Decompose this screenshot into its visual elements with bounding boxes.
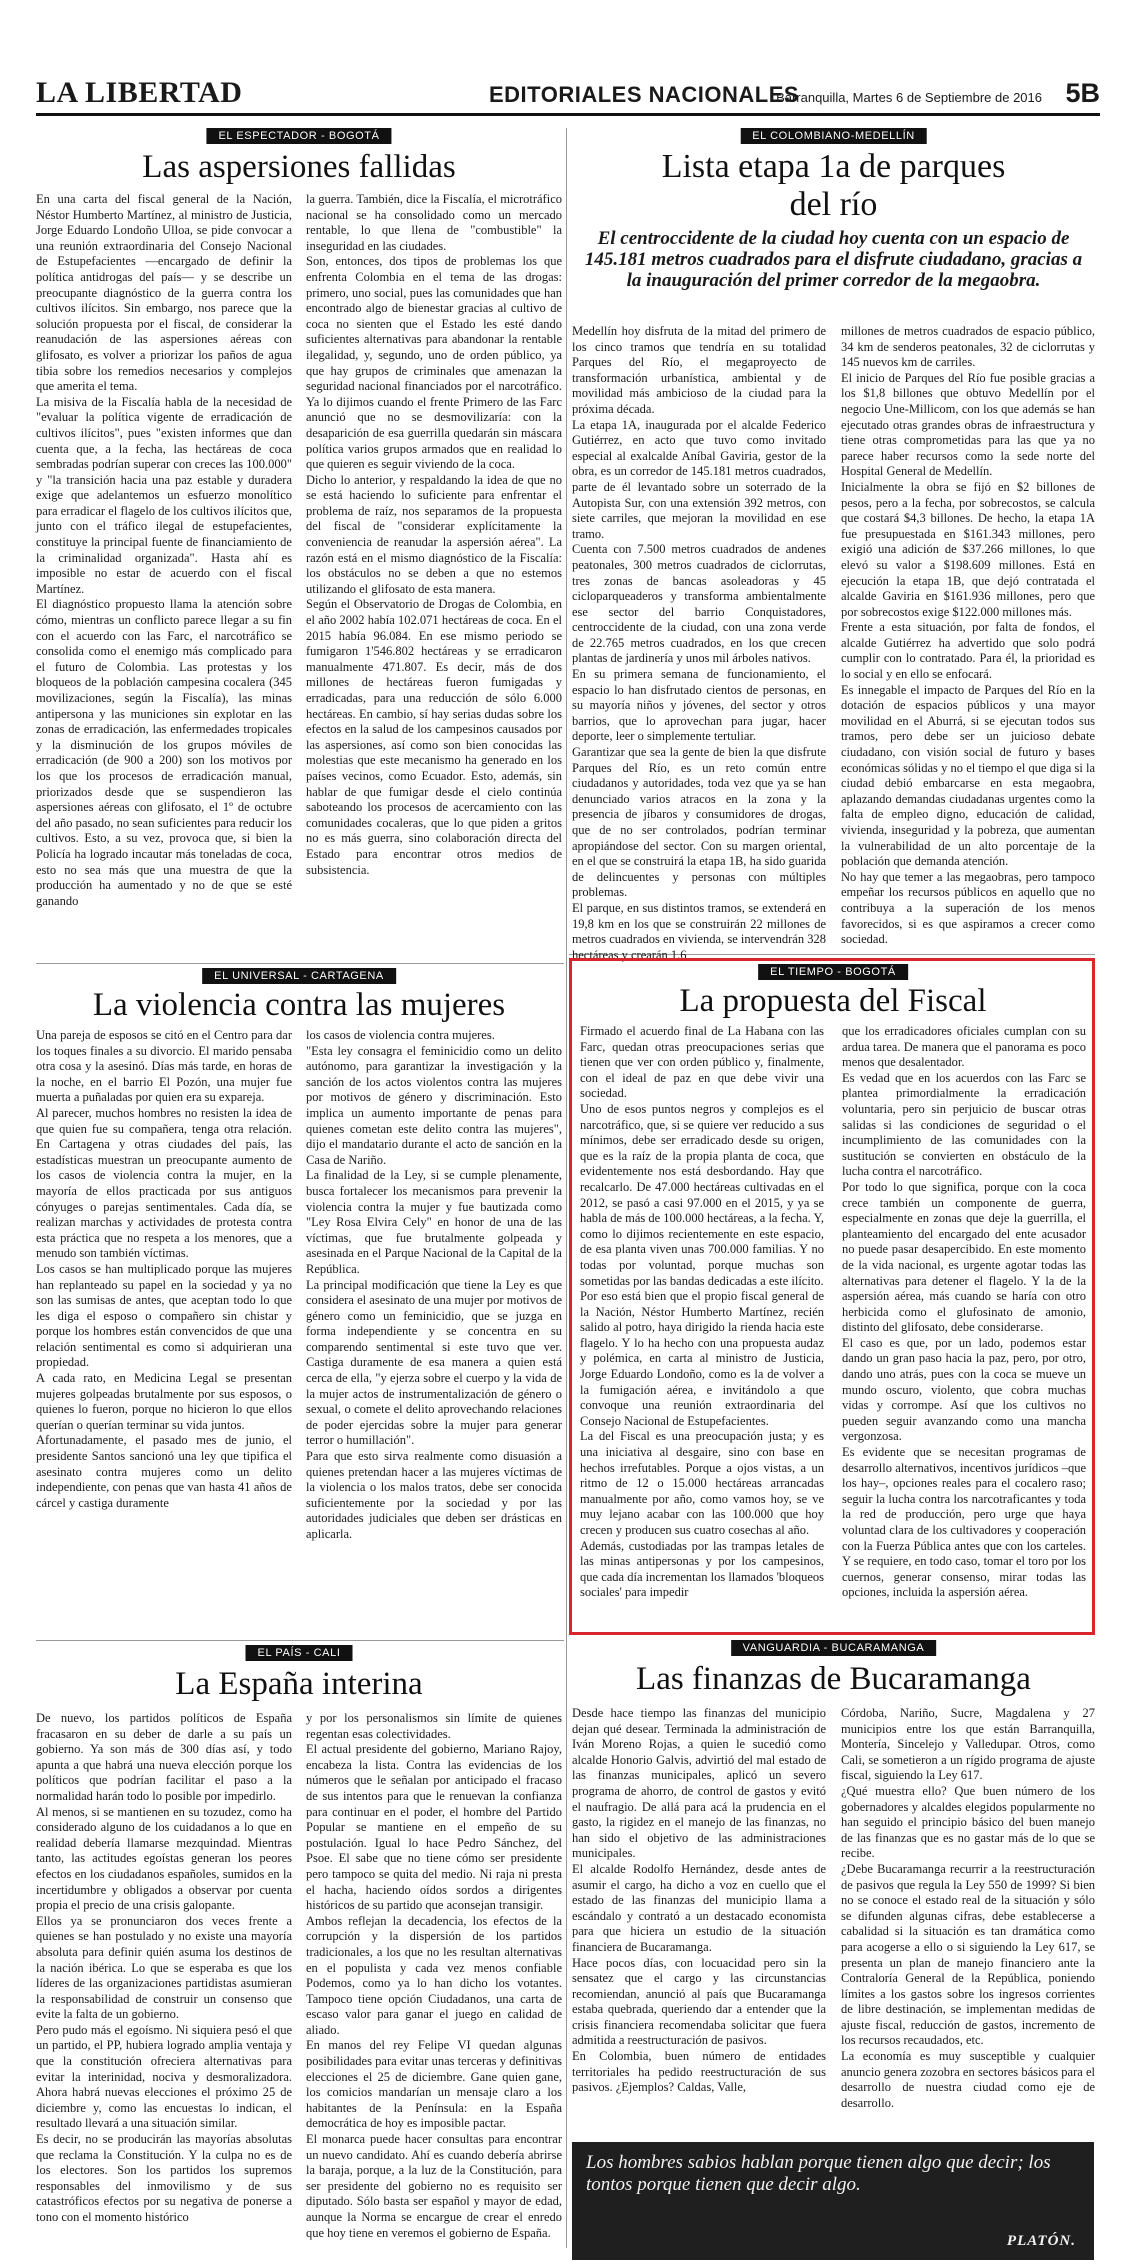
article-headline: Las finanzas de Bucaramanga xyxy=(636,1661,1031,1697)
paragraph: De nuevo, los partidos políticos de España fracasaron en su deber de darle a su país un gobierno. Ya son más de 300 días así, y todo apunta a que habrá una nueva elección porque los políticos que podrían facilitar el paso a la normalidad harán todo lo posible por impedirlo. xyxy=(36,1711,292,1803)
article-column xyxy=(841,1706,1095,2136)
paragraph: Es evidente que se necesitan programas de desarrollo alternativos, incentivos jurídicos –que los hay–, opciones reales para el cocalero raso; seguir la lucha contra los narcotraficantes y toda la red de producción, pero urge que haya voluntad clara de los cultivadores y cooperación con la Fuerza Pública antes que con los carteles. Y se requiere, en todo caso, tomar el toro por los cuernos, generar consenso, mirar todas las opciones, incluida la aspersión aérea. xyxy=(842,1445,1086,1600)
paragraph: La del Fiscal es una preocupación justa; y es una iniciativa al desgaire, sino con base en hechos irrefutables. Porque a ojos vistas, a un ritmo de 12 o 15.000 hectáreas arrancadas manualmente por año, como vamos hoy, se ve muy lejano acabar con las 100.000 que hoy crecen y producen sus cuatro cosechas al año. xyxy=(580,1429,824,1537)
paragraph: La economía es muy susceptible y cualquier anuncio genera zozobra en sectores básicos para el desarrollo de nuestra ciudad como eje de desarrollo. xyxy=(841,2049,1095,2110)
article-column xyxy=(572,1706,826,2136)
paragraph: Además, custodiadas por las trampas letales de las minas antipersonas y por los campesinos, que cada día incrementan los llamados 'bloqueos sociales' para impedir xyxy=(580,1538,824,1600)
paragraph: Por eso está bien que el propio fiscal general de la Nación, Néstor Humberto Martínez, recién salido al potro, haya dirigido la rienda hacia este flagelo. Y lo ha hecho con una propuesta audaz y polémica, en carta al ministro de Justicia, Jorge Eduardo Londoño, como es la de volver a la fumigación aérea, e invitándolo a que convoque una reunión extraordinaria del Consejo Nacional de Estupefacientes. xyxy=(580,1289,824,1428)
article-body xyxy=(36,192,562,956)
article-bucaramanga xyxy=(572,1640,1095,2136)
source-tag: EL PAÍS - CALI xyxy=(246,1645,353,1661)
paragraph: Desde hace tiempo las finanzas del municipio dejan qué desear. Terminada la administración de Iván Moreno Rojas, a quien le sucedió como alcalde Honorio Galvis, advirtió del mal estado de las finanzas municipales, aplicó un severo programa de ahorro, de control de gastos y evitó el naufragio. De allá para acá la prudencia en el gasto, la rigidez en el manejo de las finanzas, no han sido el objetivo de las administraciones municipales. xyxy=(572,1706,826,1861)
article-body xyxy=(36,1028,562,1634)
article-espana xyxy=(36,1645,562,2257)
paragraph: Firmado el acuerdo final de La Habana con las Farc, quedan otras preocupaciones serias que tienen que ver con orden público y, finalmente, con el ideal de paz en que debe vivir una sociedad. xyxy=(580,1024,824,1101)
paragraph: El inicio de Parques del Río fue posible gracias a los $1,8 billones que obtuvo Medellín por el negocio Une-Millicom, con los que además se han ejecutado otras grandes obras de infraestructura y tiene otras comprometidas para las que ya no parece haber recursos como la sede norte del Hospital General de Medellín. xyxy=(841,370,1095,479)
quote-box xyxy=(572,2142,1094,2260)
article-headline: La violencia contra las mujeres xyxy=(92,987,506,1023)
paragraph: Son, entonces, dos tipos de problemas los que enfrenta Colombia en el tema de las drogas: primero, uno social, pues las comunidades que han encontrado algo de bienestar gracias al cultivo de coca no sienten que el Estado les esté dando suficientes alternativas para abandonar la rentable ilegalidad, y, segundo, uno de orden público, ya que hay grupos de criminales que amenazan la seguridad nacional financiados por el narcotráfico. Ya lo dijimos cuando el frente Primero de las Farc anunció que no se desmovilizaría: con la desaparición de esa guerrilla quedarán sin máscara política varios grupos armados que en realidad lo que quieren es seguir viviendo de la coca. xyxy=(306,254,562,472)
paragraph: Pero pudo más el egoísmo. Ni siquiera pesó el que un partido, el PP, hubiera logrado amplia ventaja y que la constitución ofreciera alternativas para evitar la interinidad, nociva y desmoralizadora. Ahora habrá nuevas elecciones el próximo 25 de diciembre y, como las encuestas lo indican, el resultado llevará a una situación similar. xyxy=(36,2022,292,2131)
paragraph: Es vedad que en los acuerdos con las Farc se plantea primordialmente la erradicación voluntaria, pero sin perjuicio de buscar otras salidas si las condiciones de seguridad o el incumplimiento de las comunidades con la sustitución se convierten en obstáculo de la lucha contra el narcotráfico. xyxy=(842,1070,1086,1179)
paragraph: Según el Observatorio de Drogas de Colombia, en el año 2002 había 102.071 hectáreas de coca. En el 2015 había 96.084. En ese mismo periodo se fumigaron 1'546.802 hectáreas y se erradicaron manualmente 471.807. Es decir, más de dos millones de hectáreas fueron fumigadas y erradicadas, para una reducción de sólo 6.000 hectáreas. En cambio, sí hay serias dudas sobre los efectos en la salud de los campesinos causados por las aspersiones, así como son bien conocidas las molestias que este mecanismo ha generado en los países vecinos, como Ecuador. Esto, además, sin hablar de que fumigar desde el cielo continúa saboteando los procesos de acercamiento con las comunidades cocaleras, que lo que piden a gritos no es más guerra, sino colaboración directa del Estado para encontrar otros medios de subsistencia. xyxy=(306,597,562,877)
paragraph: Hace pocos días, con locuacidad pero sin la sensatez que el cargo y las circunstancias recomiendan, anunció al país que Bucaramanga estaba quebrada, queriendo dar a entender que la crisis financiera recomendaba solicitar que fuera admitida a reestructuración de pasivos. xyxy=(572,1955,826,2048)
article-column xyxy=(36,1028,292,1634)
source-tag: EL TIEMPO - BOGOTÁ xyxy=(758,964,908,980)
paragraph: La principal modificación que tiene la Ley es que considera el asesinato de una mujer por motivos de género como un feminicidio, que se juzga en forma independiente y se concentra en su comparendo sentimental si este tuvo que ver. Castiga duramente de esa manera a quien está cerca de ella, "y ejerza sobre el cuerpo y la vida de la mujer actos de instrumentalización de género o sexual, o comete el delito aprovechando relaciones de poder ejercidas sobre la mujer para generar terror o humillación". xyxy=(306,1277,562,1448)
article-column xyxy=(36,1711,292,2257)
article-body xyxy=(36,1711,562,2257)
article-body xyxy=(580,1024,1086,1628)
paragraph: Dicho lo anterior, y respaldando la idea de que no se está haciendo lo suficiente para enfrentar el problema de raíz, nos separamos de la propuesta del fiscal de "considerar explícitamente la conveniencia de reanudar la aspersión aérea". La razón está en el mismo diagnóstico de la Fiscalía: los obstáculos no se deben a que no estemos utilizando el glifosato de esta manera. xyxy=(306,472,562,596)
paragraph: Una pareja de esposos se citó en el Centro para dar los toques finales a su divorcio. El marido pensaba otra cosa y la asesinó. Días más tarde, en horas de la noche, en el barrio El Pozón, una mujer fue muerta a puñaladas por quien era su expareja. xyxy=(36,1028,292,1105)
paragraph: A cada rato, en Medicina Legal se presentan mujeres golpeadas brutalmente por sus esposos, o quienes lo fueron, porque no hicieron lo que ellos querían o querían terminar su vida juntos. xyxy=(36,1371,292,1432)
paragraph: En su primera semana de funcionamiento, el espacio lo han disfrutado cientos de personas, en su mayoría niños y jóvenes, del sector y otros barrios, que lo aprovechan para jugar, hacer deporte, leer o simplemente tertuliar. xyxy=(572,667,826,744)
paragraph: El caso es que, por un lado, podemos estar dando un gran paso hacia la paz, pero, por otro, dando uno atrás, pues con la coca se mueve un mundo oscuro, violento, que cobra muchas vidas y corrompe. Así que los cultivos no pueden seguir avanzando como una mancha vergonzosa. xyxy=(842,1335,1086,1444)
paragraph: "Esta ley consagra el feminicidio como un delito autónomo, para garantizar la investigación y la sanción de los actos violentos contra las mujeres por motivos de género y discriminación. Esto implica un aumento importante de penas para quienes cometan este delito contra las mujeres", dijo el mandatario durante el acto de sanción en la Casa de Nariño. xyxy=(306,1043,562,1167)
article-column xyxy=(306,192,562,956)
paragraph: millones de metros cuadrados de espacio público, 34 km de senderos peatonales, 32 de ciclorrutas y 145 nuevos km de carriles. xyxy=(841,324,1095,370)
paragraph: Inicialmente la obra se fijó en $2 billones de pesos, pero a la fecha, por sobrecostos, se calcula que costará $4,3 billones. De hecho, la etapa 1A fue presupuestada en $161.343 millones, pero exigió una adición de $37.266 millones, lo que elevó su valor a $198.609 millones. Está en ejecución la etapa 1B, que dejó contratada el alcalde Gaviria en $161.936 millones, pero que por sobrecostos exige $122.000 millones más. xyxy=(841,479,1095,619)
paragraph: Es innegable el impacto de Parques del Río en la dotación de espacios públicos y una mayor movilidad en el Aburrá, si se ejecutan todos sus tramos, pero debe ser un juicioso debate ciudadano, con visión social de futuro y bases económicas sólidas y no el tiempo el que diga si la ciudad debió embarcarse en esta megaobra, aplazando demandas ciudadanas urgentes como la falta de empleo digno, educación de calidad, vivienda, inseguridad y la pobreza, que aumentan la vulnerabilidad de un alto porcentaje de la población que demanda atención. xyxy=(841,682,1095,869)
paragraph: Es decir, no se producirán las mayorías absolutas que reclama la Constitución. Y la culpa no es de los electores. Son los partidos los supremos responsables del inmovilismo y de sus catastróficos efectos por su negativa de ponerse a tono con el momento histórico xyxy=(36,2132,292,2224)
paragraph: En Colombia, buen número de entidades territoriales ha pedido reestructuración de sus pasivos. ¿Ejemplos? Caldas, Valle, xyxy=(572,2049,826,2095)
source-tag: VANGUARDIA - BUCARAMANGA xyxy=(731,1640,937,1656)
paragraph: que los erradicadores oficiales cumplan con su ardua tarea. De manera que el panorama es poco menos que desalentador. xyxy=(842,1024,1086,1070)
paragraph: Uno de esos puntos negros y complejos es el narcotráfico, que, si se quiere ver reducido a sus mínimos, debe ser erradicado desde su origen, que es la raíz de la propia planta de coca, que evidentemente nos está desbordando. Hay que recalcarlo. De 47.000 hectáreas cultivadas en el 2012, se pasó a casi 97.000 en el 2015, y ya se habla de más de 100.000 hectáreas, a la fecha. Y, como lo dijimos recientemente en este espacio, de esa planta viven unas 700.000 familias. Y no todas por voluntad, porque muchas son sometidas por las bandas dedicadas a este ilícito. xyxy=(580,1101,824,1288)
article-body xyxy=(572,324,1095,962)
section-divider xyxy=(36,963,564,964)
dateline: Barranquilla, Martes 6 de Septiembre de 2016 xyxy=(776,90,1042,105)
quote-text: Los hombres sabios hablan porque tienen algo que decir; los tontos porque tienen que decir algo. xyxy=(586,2152,1051,2195)
paragraph: y por los personalismos sin límite de quienes regentan esas colectividades. xyxy=(306,1711,562,1741)
paragraph: El parque, en sus distintos tramos, se extenderá en 19,8 km en los que se construirán 22 millones de metros cuadrados en vivienda, se intervendrán 328 hectáreas y crearán 1,6 xyxy=(572,900,826,962)
paragraph: Cuenta con 7.500 metros cuadrados de andenes peatonales, 300 metros cuadrados de ciclorrutas, tres zonas de bancas asoleadoras y 45 cicloparqueaderos y transforma ambientalmente ese sector del barrio Conquistadores, centroccidente de la ciudad, con una zona verde de 22.765 metros cuadrados, en los que crecen plantas de jardinería y unos mil árboles nativos. xyxy=(572,542,826,666)
paragraph: Afortunadamente, el pasado mes de junio, el presidente Santos sancionó una ley que tipifica el asesinato contra mujeres como un delito independiente, con penas que van hasta 41 años de cárcel y castiga duramente xyxy=(36,1433,292,1510)
paragraph: ¿Qué muestra ello? Que buen número de los gobernadores y alcaldes elegidos popularmente no han seguido el principio básico del buen manejo de las finanzas que es no gastar más de lo que se recibe. xyxy=(841,1783,1095,1861)
paragraph: Al parecer, muchos hombres no resisten la idea de que quien fue su compañera, tenga otra relación. En Cartagena y otras ciudades del país, las estadísticas muestran un preocupante aumento de los casos de violencia contra la mujer, en la mayoría de ellos practicada por sus antiguos cónyuges o parejas sentimentales. Cada día, se realizan marchas y actividades de protesta contra esta práctica que no respeta a los menores, que a menudo son también víctimas. xyxy=(36,1105,292,1261)
article-fiscal xyxy=(580,964,1086,1628)
paragraph: Los casos se han multiplicado porque las mujeres han replanteado su papel en la sociedad y ya no son las sumisas de antes, que aceptan todo lo que les diga el esposo o compañero sin chistar y porque los hombres están convencidos de que una relación sentimental es como si adquirieran una propiedad. xyxy=(36,1261,292,1370)
article-headline: La propuesta del Fiscal xyxy=(679,983,987,1019)
paragraph: El diagnóstico propuesto llama la atención sobre cómo, mientras un conflicto parece llegar a su fin con el acuerdo con las Farc, el narcotráfico se consolida como el enemigo más complicado para el futuro de Colombia. Las protestas y los bloqueos de la población campesina cocalera (345 movilizaciones, según la Fiscalía), las minas antipersona y las municiones sin explotar en las zonas de erradicación, las enfermedades tropicales y la disminución de los grupos móviles de erradicación (de 900 a 200) son los motivos por los que los procesos de erradicación manual, priorizados desde que se suspendieron las aspersiones aéreas con glifosato, el 1º de octubre del año pasado, no sean suficientes para reducir los cultivos. Esto, a su vez, provoca que, si bien la Policía ha logrado incautar más toneladas de coca, esto no sea más que una muestra de que la producción ha aumentado y no de que se esté ganando xyxy=(36,597,292,908)
paragraph: El monarca puede hacer consultas para encontrar un nuevo candidato. Ahí es cuando debería abrirse la baraja, porque, a la luz de la Constitución, para ser presidente del gobierno no es requisito ser diputado. Sólo basta ser español y mayor de edad, aunque la Norma se encargue de crear el enredo que hoy tiene en veremos el gobierno de España. xyxy=(306,2132,562,2240)
section-divider xyxy=(36,1640,564,1641)
paragraph: Para que esto sirva realmente como disuasión a quienes pretendan hacer a las mujeres víctimas de la violencia o los malos tratos, debe ser conocida suficientemente por la sociedad y por las autoridades judiciales que deben ser drásticas en aplicarla. xyxy=(306,1449,562,1541)
article-column xyxy=(306,1028,562,1634)
masthead xyxy=(36,72,1100,116)
article-headline: Lista etapa 1a de parques del río xyxy=(661,148,1006,223)
paragraph: Córdoba, Nariño, Sucre, Magdalena y 27 municipios entre los que están Barranquilla, Montería, Sincelejo y Valledupar. Otros, como Cali, se sometieron a un rígido programa de ajuste fiscal, siguiendo la Ley 617. xyxy=(841,1706,1095,1783)
article-body xyxy=(572,1706,1095,2136)
article-column xyxy=(580,1024,824,1628)
paragraph: Por todo lo que significa, porque con la coca crece también un componente de guerra, especialmente en zonas que deje la guerrilla, el planteamiento del encargado del ente acusador no puede pasar desapercibido. En este momento de la vida nacional, es urgente agotar todas las alternativas para detener el flagelo. Y la de la aspersión aérea, más cuando se haría con otro herbicida como el glufosinato de amonio, distinto del glifosato, debe considerarse. xyxy=(842,1179,1086,1335)
quote-author: PLATÓN. xyxy=(1006,2233,1076,2249)
paragraph: No hay que temer a las megaobras, pero tampoco empeñar los recursos públicos en aquello que no contribuya a la superación de los menos favorecidos, si es que aspiramos a crecer como sociedad. xyxy=(841,869,1095,947)
article-violencia xyxy=(36,968,562,1634)
article-column xyxy=(306,1711,562,2257)
paragraph: En manos del rey Felipe VI quedan algunas posibilidades para evitar unas terceras y definitivas elecciones el 25 de diciembre. Gane quien gane, los comicios mandarían un mensaje claro a los habitantes de la Península: en la España democrática de hoy es imposible pactar. xyxy=(306,2038,562,2131)
article-aspersiones xyxy=(36,128,562,956)
article-deck: El centroccidente de la ciudad hoy cuenta con un espacio de 145.181 metros cuadrados para el disfrute ciudadano, gracias a la inauguración del primer corredor de la megaobra. xyxy=(584,228,1083,291)
paragraph: Medellín hoy disfruta de la mitad del primero de los cinco tramos que tendría en su totalidad Parques del Río, el megaproyecto de transformación urbanística, ambiental y de movilidad más ambicioso de la ciudad para la próxima década. xyxy=(572,324,826,416)
article-headline: Las aspersiones fallidas xyxy=(142,149,456,185)
page-number: 5B xyxy=(1065,78,1100,108)
source-tag: EL COLOMBIANO-MEDELLÍN xyxy=(740,128,927,144)
paragraph: los casos de violencia contra mujeres. xyxy=(306,1028,495,1042)
paragraph: La etapa 1A, inaugurada por el alcalde Federico Gutiérrez, en acto que tuvo como invitado especial al exalcalde Aníbal Gaviria, gestor de la obra, es un corredor de 145.181 metros cuadrados, parte de él levantado sobre un soterrado de la Autopista Sur, con una extensión 392 metros, con siete carriles, que mejoran la movilidad en ese tramo. xyxy=(572,417,826,541)
paragraph: Frente a esta situación, por falta de fondos, el alcalde Gutiérrez ha advertido que solo podrá cumplir con lo contratado. Para él, la prioridad es lo social y en ello se enfocará. xyxy=(841,620,1095,682)
paragraph: ¿Debe Bucaramanga recurrir a la reestructuración de pasivos que regula la Ley 550 de 1999? Si bien no se conoce el estado real de la situación y sólo se difunden algunas cifras, debe establecerse a cabalidad si la situación es tan dramática como para acogerse a ello o si siguiendo la Ley 617, se presenta un plan de manejo financiero ante la Contraloría General de la República, poniendo límites a los gastos sobre los ingresos corrientes de libre destinación, se implementan medidas de ajuste fiscal, reducción de gastos, incremento de los recursos recaudados, etc. xyxy=(841,1861,1095,2048)
paragraph: Garantizar que sea la gente de bien la que disfrute Parques del Río, es un reto común entre ciudadanos y autoridades, toda vez que ya se han denunciado varios atracos en la zona y la presencia de jíbaros y consumidores de drogas, que de no ser controlados, podrían terminar apropiándose del sector. Con su margen oriental, en el que se construirá la etapa 1B, ha sido guarida de delincuentes y personas con múltiples problemas. xyxy=(572,745,826,900)
paragraph: la guerra. También, dice la Fiscalía, el microtráfico nacional se ha consolidado como un mercado rentable, lo que llena de "combustible" la inseguridad en las ciudades. xyxy=(306,192,562,253)
paragraph: Al menos, si se mantienen en su tozudez, como ha considerado alguno de los cuidadanos a lo que en realidad debería llamarse mezquindad. Mientras tanto, las actitudes egoístas generan los peores efectos en los ciudadanos españoles, sumidos en la incertidumbre y obligados a observar por cuenta propia el precio de una crisis galopante. xyxy=(36,1804,292,1913)
paragraph: En una carta del fiscal general de la Nación, Néstor Humberto Martínez, al ministro de Justicia, Jorge Eduardo Londoño Ulloa, se pide convocar a una reunión extraordinaria del Consejo Nacional de Estupefacientes —encargado de definir la política antidrogas del país— y se describe un preocupante diagnóstico de la guerra contra los cultivos ilícitos. Sin embargo, nos parece que la solución propuesta por el fiscal, de considerar la reanudación de las aspersiones aéreas con glifosato, es volver a priorizar los paños de agua tibia sobre los remedios necesarios y complejos que amerita el tema. xyxy=(36,192,292,394)
paragraph: Ambos reflejan la decadencia, los efectos de la corrupción y la dispersión de los partidos tradicionales, a los que no les resultan alternativas en el populista y cada vez menos confiable Podemos, como ya lo han dicho los votantes. Tampoco tiene opción Ciudadanos, una carta de escaso valor para ganar el juego en calidad de aliado. xyxy=(306,1913,562,2037)
section-title: EDITORIALES NACIONALES xyxy=(489,82,800,107)
paragraph: El alcalde Rodolfo Hernández, desde antes de asumir el cargo, ha dicho a voz en cuello que el estado de las finanzas del municipio llama a escándalo y contrató a un destacado economista para que hiciera un estudio de la situación financiera de Bucaramanga. xyxy=(572,1861,826,1954)
article-column xyxy=(572,324,826,962)
source-tag: EL UNIVERSAL - CARTAGENA xyxy=(202,968,396,984)
paragraph: La finalidad de la Ley, si se cumple plenamente, busca fortalecer los mecanismos para prevenir la violencia contra la mujer y fue bautizada como "Ley Rosa Elvira Cely" en honor de una de las víctimas, que fue brutalmente golpeada y asesinada en el Parque Nacional de la Capital de la República. xyxy=(306,1168,562,1276)
newspaper-brand: LA LIBERTAD xyxy=(36,76,243,109)
paragraph: La misiva de la Fiscalía habla de la necesidad de "evaluar la política vigente de erradicación de cultivos ilícitos", pues "existen informes que dan cuenta que, a la fecha, las hectáreas de coca sembradas podrían superar con creces las 100.000" y "la transición hacia una paz estable y duradera exige que adelantemos un esfuerzo monolítico para erradicar el flagelo de los cultivos ilícitos que, junto con el tráfico ilegal de estupefacientes, constituye la principal fuente de financiamiento de la criminalidad organizada". Hasta ahí es imposible no estar de acuerdo con el fiscal Martínez. xyxy=(36,394,292,596)
source-tag: EL ESPECTADOR - BOGOTÁ xyxy=(206,128,391,144)
article-column xyxy=(842,1024,1086,1628)
article-column xyxy=(841,324,1095,950)
column-divider xyxy=(566,128,567,2248)
paragraph: Ellos ya se pronunciaron dos veces frente a quienes se han postulado y no existe una mayoría absoluta para definir quién asuma los destinos de la nación ibérica. Lo que se esperaba es que los líderes de las organizaciones partidistas asumieran la responsabilidad de construir un consenso que evite la falta de un gobierno. xyxy=(36,1913,292,2022)
paragraph: El actual presidente del gobierno, Mariano Rajoy, encabeza la lista. Contra las evidencias de los números que le señalan por anticipado el fracaso de sus intentos para que le renuevan la confianza para continuar en el poder, el hombre del Partido Popular se mantiene en el empeño de su postulación. Igual lo hace Pedro Sánchez, del Psoe. El sabe que no tiene cómo ser presidente pero tampoco se quita del medio. Ni raja ni presta el hacha, haciendo oídos sordos a dirigentes históricos de su partido que aconsejan transigir. xyxy=(306,1742,562,1913)
article-column xyxy=(36,192,292,956)
article-parques xyxy=(572,128,1095,962)
article-headline: La España interina xyxy=(175,1666,423,1702)
